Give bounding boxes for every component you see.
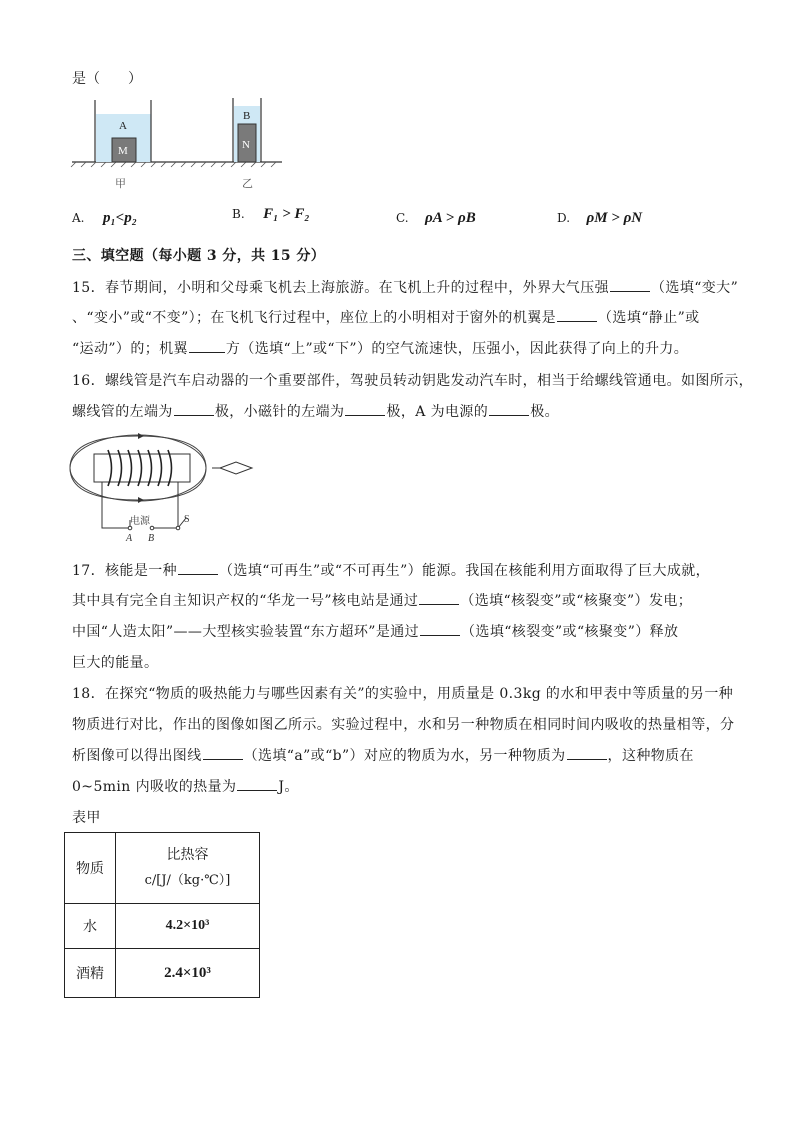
q18-line2: 物质进行对比，作出的图像如图乙所示。实验过程中，水和另一种物质在相同时间内吸收的热量相等，分 xyxy=(72,717,735,733)
q15-blank1[interactable] xyxy=(610,279,650,292)
label-m: M xyxy=(118,145,128,157)
q18-blank3[interactable] xyxy=(237,778,277,791)
table-row: 水 4.2×10³ xyxy=(65,904,260,949)
q17-line4: 巨大的能量。 xyxy=(72,655,159,671)
label-n: N xyxy=(242,139,250,151)
q16-blank2[interactable] xyxy=(345,403,385,416)
table-header-row xyxy=(65,833,260,904)
caption-yi: 乙 xyxy=(242,177,253,190)
header-substance: 物质 xyxy=(65,833,116,904)
specific-heat-table xyxy=(64,832,260,998)
q17-blank2[interactable] xyxy=(419,592,459,605)
q17-line1: 17．核能是一种 （选填“可再生”或“不可再生”）能源。我国在核能利用方面取得了巨大成就， xyxy=(72,563,711,579)
q18-blank1[interactable] xyxy=(203,747,243,760)
q17-blank3[interactable] xyxy=(420,623,460,636)
q15-blank2[interactable] xyxy=(557,309,597,322)
q16-blank1[interactable] xyxy=(174,403,214,416)
label-b: B xyxy=(243,110,251,122)
compass-needle xyxy=(220,462,252,474)
label-a: A xyxy=(119,120,127,132)
q16-figure xyxy=(68,430,268,545)
q18-line4: 0~5min 内吸收的热量为 J。 xyxy=(72,779,299,795)
option-c[interactable]: C. ρA > ρB xyxy=(396,210,476,226)
q16-line1: 16．螺线管是汽车启动器的一个重要部件，驾驶员转动钥匙发动汽车时，相当于给螺线管通电。如图所示， xyxy=(72,373,754,389)
label-s: S xyxy=(184,514,190,525)
ground-hatching xyxy=(71,162,276,167)
q14-tail: 是（ ） xyxy=(72,71,142,87)
header-heat-capacity: 比热容 c/[J/（kg·℃）] xyxy=(116,833,260,904)
q16-blank3[interactable] xyxy=(489,403,529,416)
label-a-terminal: A xyxy=(126,533,133,544)
q18-blank2[interactable] xyxy=(567,747,607,760)
field-arrow-bottom xyxy=(138,497,144,503)
wire-left xyxy=(102,482,130,528)
option-a[interactable]: A. p₁<p₂ xyxy=(72,210,137,226)
q15-line3: “运动”）的；机翼 方（选填“上”或“下”）的空气流速快，压强小，因此获得了向上的升力。 xyxy=(72,341,689,357)
q18-line3: 析图像可以得出图线 （选填“a”或“b”）对应的物质为水，另一种物质为 ，这种物质在 xyxy=(72,748,694,764)
caption-jia: 甲 xyxy=(115,177,126,190)
q16-line2: 螺线管的左端为 极，小磁针的左端为 极，A 为电源的 极。 xyxy=(72,404,559,420)
q17-line3: 中国“人造太阳”——大型核实验装置“东方超环”是通过 （选填“核裂变”或“核聚变”）释放 xyxy=(72,624,679,640)
section-title: 三、填空题（每小题 3 分，共 15 分） xyxy=(72,248,326,264)
label-b-terminal: B xyxy=(148,533,155,544)
q15-blank3[interactable] xyxy=(189,340,225,353)
option-d[interactable]: D. ρM > ρN xyxy=(557,210,643,226)
field-arrow-top xyxy=(138,433,144,439)
q17-line2: 其中具有完全自主知识产权的“华龙一号”核电站是通过 （选填“核裂变”或“核聚变”）发电； xyxy=(72,593,693,609)
option-b[interactable]: B. F₁ > F₂ xyxy=(232,206,310,222)
power-label: 电源 xyxy=(130,516,150,527)
table-row: 酒精 2.4×10³ xyxy=(65,949,260,998)
q18-line1: 18．在探究“物质的吸热能力与哪些因素有关”的实验中，用质量是 0.3kg 的水和甲表中等质量的另一种 xyxy=(72,686,734,702)
q15-line2: 、“变小”或“不变”）；在飞机飞行过程中，座位上的小明相对于窗外的机翼是 （选填“静止”或 xyxy=(72,310,700,326)
q14-figure xyxy=(70,96,285,196)
table-caption: 表甲 xyxy=(72,810,101,826)
wire-right xyxy=(152,482,178,528)
q15-line1: 15．春节期间，小明和父母乘飞机去上海旅游。在飞机上升的过程中，外界大气压强 （选填“变大” xyxy=(72,280,739,296)
q17-blank1[interactable] xyxy=(178,562,218,575)
